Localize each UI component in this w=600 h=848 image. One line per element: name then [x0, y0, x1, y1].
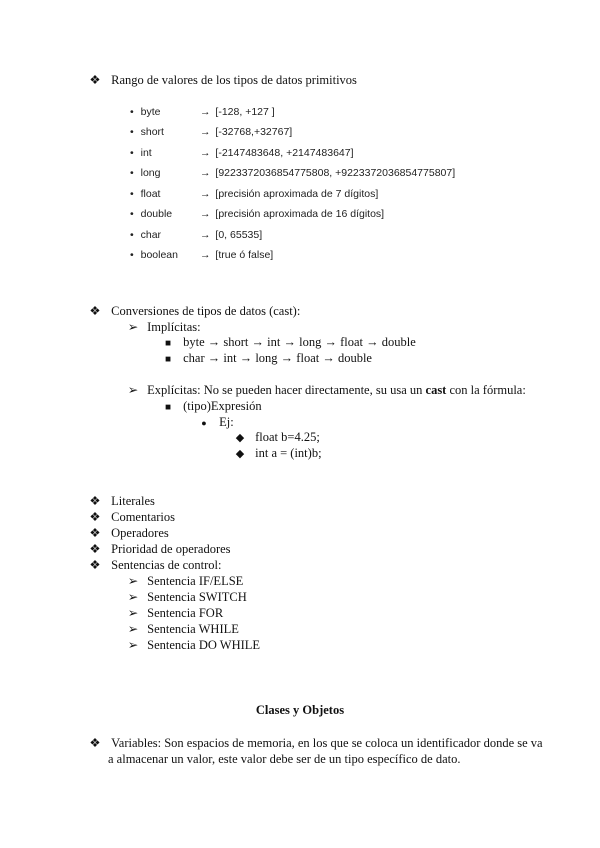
section-title: Clases y Objetos	[255, 703, 345, 717]
implicit-chain: char → int → long → float → double	[183, 351, 372, 365]
type-range: [precisión aproximada de 7 dígitos]	[215, 188, 379, 200]
formula: (tipo)Expresión	[183, 399, 262, 413]
section2-heading-row	[88, 303, 300, 319]
diamond-bullet-icon: ❖	[89, 304, 101, 318]
arrow-icon: →	[200, 106, 211, 118]
control-item	[126, 621, 239, 637]
ej-label: Ej:	[219, 415, 234, 429]
arrow-icon: →	[200, 167, 211, 179]
arrow-icon: →	[200, 249, 211, 261]
type-name: byte	[140, 106, 161, 118]
type-row	[130, 248, 178, 262]
control-item	[126, 573, 243, 589]
small-bullet-icon: •	[130, 249, 134, 261]
list-item-label: Comentarios	[111, 510, 176, 524]
type-name: short	[140, 126, 164, 138]
control-item-label: Sentencia FOR	[147, 606, 224, 620]
implicit-label: Implícitas:	[147, 320, 201, 334]
circle-bullet-icon: ●	[201, 418, 207, 428]
type-range: [9223372036854775808, +9223372036854775807]	[215, 167, 456, 179]
arrowhead-bullet-icon: ➢	[127, 606, 139, 620]
type-row	[130, 187, 160, 201]
control-item	[126, 605, 223, 621]
control-item	[126, 589, 247, 605]
variables-line1: Variables: Son espacios de memoria, en los que se coloca un identificador donde se va	[111, 736, 543, 750]
list-item	[88, 557, 222, 573]
diamond-bullet-icon: ❖	[89, 542, 101, 556]
list-item-label: Prioridad de operadores	[111, 542, 231, 556]
list-item	[88, 541, 231, 557]
filled-diamond-icon: ◆	[235, 432, 245, 444]
example-row	[234, 429, 320, 446]
type-range: [-128, +127 ]	[215, 106, 275, 118]
explicit-label-bold: cast	[425, 383, 447, 397]
filled-diamond-icon: ◆	[235, 448, 245, 460]
variables-line2: a almacenar un valor, este valor debe ser de un tipo específico de dato.	[108, 752, 461, 766]
type-range-row	[200, 187, 378, 201]
type-range: [precisión aproximada de 16 dígitos]	[215, 208, 385, 220]
list-item-label: Literales	[111, 494, 155, 508]
arrowhead-bullet-icon: ➢	[127, 590, 139, 604]
example-code: int a = (int)b;	[255, 446, 322, 460]
implicit-row	[126, 319, 201, 335]
type-range-row	[200, 125, 292, 139]
small-bullet-icon: •	[130, 167, 134, 179]
control-item-label: Sentencia SWITCH	[147, 590, 247, 604]
explicit-label-post: con la fórmula:	[446, 383, 526, 397]
control-item	[126, 637, 260, 653]
type-row	[130, 166, 160, 180]
type-row	[130, 125, 164, 139]
type-range-row	[200, 248, 273, 262]
diamond-bullet-icon: ❖	[89, 736, 101, 750]
arrow-icon: →	[200, 229, 211, 241]
type-range: [0, 65535]	[215, 229, 263, 241]
small-bullet-icon: •	[130, 229, 134, 241]
variables-row	[88, 735, 543, 751]
type-name: int	[140, 147, 152, 159]
type-range: [-2147483648, +2147483647]	[215, 147, 354, 159]
type-range-row	[200, 166, 455, 180]
arrowhead-bullet-icon: ➢	[127, 622, 139, 636]
square-bullet-icon: ■	[164, 354, 172, 365]
type-row	[130, 228, 161, 242]
ej-row	[198, 414, 234, 431]
example-code: float b=4.25;	[255, 430, 320, 444]
section1-heading: Rango de valores de los tipos de datos primitivos	[111, 73, 357, 87]
arrow-icon: →	[200, 147, 211, 159]
arrow-icon: →	[200, 208, 211, 220]
implicit-chain: byte → short → int → long → float → double	[183, 335, 416, 349]
small-bullet-icon: •	[130, 147, 134, 159]
arrowhead-bullet-icon: ➢	[127, 638, 139, 652]
diamond-bullet-icon: ❖	[89, 558, 101, 572]
arrow-icon: →	[200, 126, 211, 138]
type-range: [true ó false]	[215, 249, 274, 261]
type-range-row	[200, 228, 262, 242]
diamond-bullet-icon: ❖	[89, 510, 101, 524]
control-item-label: Sentencia WHILE	[147, 622, 239, 636]
list-item-label: Operadores	[111, 526, 169, 540]
type-range-row	[200, 207, 384, 221]
small-bullet-icon: •	[130, 126, 134, 138]
diamond-bullet-icon: ❖	[89, 526, 101, 540]
square-bullet-icon: ■	[164, 338, 172, 349]
implicit-chain-row	[162, 350, 372, 368]
section1-heading-row	[88, 72, 357, 88]
list-item	[88, 493, 155, 509]
small-bullet-icon: •	[130, 208, 134, 220]
type-row	[130, 105, 160, 119]
type-name: char	[140, 229, 162, 241]
explicit-label-pre: Explícitas: No se pueden hacer directamente, su usa un	[147, 383, 426, 397]
arrowhead-bullet-icon: ➢	[127, 383, 139, 397]
type-range-row	[200, 105, 275, 119]
list-item	[88, 509, 175, 525]
list-item	[88, 525, 169, 541]
list-item-label: Sentencias de control:	[111, 558, 222, 572]
arrowhead-bullet-icon: ➢	[127, 320, 139, 334]
type-name: float	[140, 188, 161, 200]
arrowhead-bullet-icon: ➢	[127, 574, 139, 588]
control-item-label: Sentencia IF/ELSE	[147, 574, 244, 588]
explicit-row	[126, 382, 526, 398]
type-name: double	[140, 208, 173, 220]
type-name: long	[140, 167, 161, 179]
small-bullet-icon: •	[130, 106, 134, 118]
diamond-bullet-icon: ❖	[89, 73, 101, 87]
control-item-label: Sentencia DO WHILE	[147, 638, 261, 652]
type-row	[130, 207, 172, 221]
square-bullet-icon: ■	[164, 402, 172, 413]
type-name: boolean	[140, 249, 178, 261]
small-bullet-icon: •	[130, 188, 134, 200]
section2-heading: Conversiones de tipos de datos (cast):	[111, 304, 301, 318]
example-row	[234, 445, 322, 462]
type-row	[130, 146, 152, 160]
type-range-row	[200, 146, 354, 160]
arrow-icon: →	[200, 188, 211, 200]
diamond-bullet-icon: ❖	[89, 494, 101, 508]
type-range: [-32768,+32767]	[215, 126, 293, 138]
